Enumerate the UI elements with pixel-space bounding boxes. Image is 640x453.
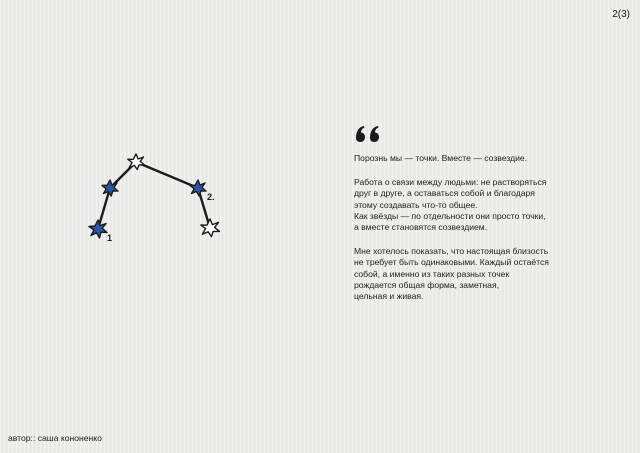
text-line: а вместе становятся созвездием. <box>354 222 488 233</box>
quote-paragraph-2 <box>354 246 594 302</box>
quote-lead <box>354 153 594 164</box>
filled-star-icon <box>89 220 107 238</box>
page-number: 2(3) <box>612 9 630 20</box>
text-line: собой, а именно из таких разных точек <box>354 268 510 279</box>
text-line: Работа о связи между людьми: не растворяться <box>354 177 547 188</box>
hollow-star-icon <box>201 219 220 237</box>
text-line: цельная и живая. <box>354 291 424 302</box>
author-credit: автор:: саша кононенко <box>8 433 102 443</box>
star-label-two: 2. <box>207 192 215 202</box>
quote-paragraph-1 <box>354 177 594 233</box>
text-line: рождается общая форма, заметная, <box>354 279 499 290</box>
constellation-drawing <box>80 145 230 250</box>
quote-lead-line: Порознь мы — точки. Вместе — созвездие. <box>354 153 528 163</box>
text-line: друг в друге, а оставаться собой и благодаря <box>354 188 535 199</box>
hollow-star-icon <box>128 154 145 170</box>
text-line: Мне хотелось показать, что настоящая близость <box>354 246 549 257</box>
constellation-line <box>136 162 198 188</box>
text-line: Как звёзды — по отдельности они просто точки, <box>354 210 546 221</box>
quote-text-block <box>354 153 594 315</box>
filled-star-icon <box>190 180 206 196</box>
text-line: не требует быть одинаковыми. Каждый остаётся <box>354 257 549 268</box>
quote-mark-icon <box>354 124 386 144</box>
star-label-one: 1 <box>107 233 113 243</box>
text-line: этому создавать что-то общее. <box>354 199 478 210</box>
